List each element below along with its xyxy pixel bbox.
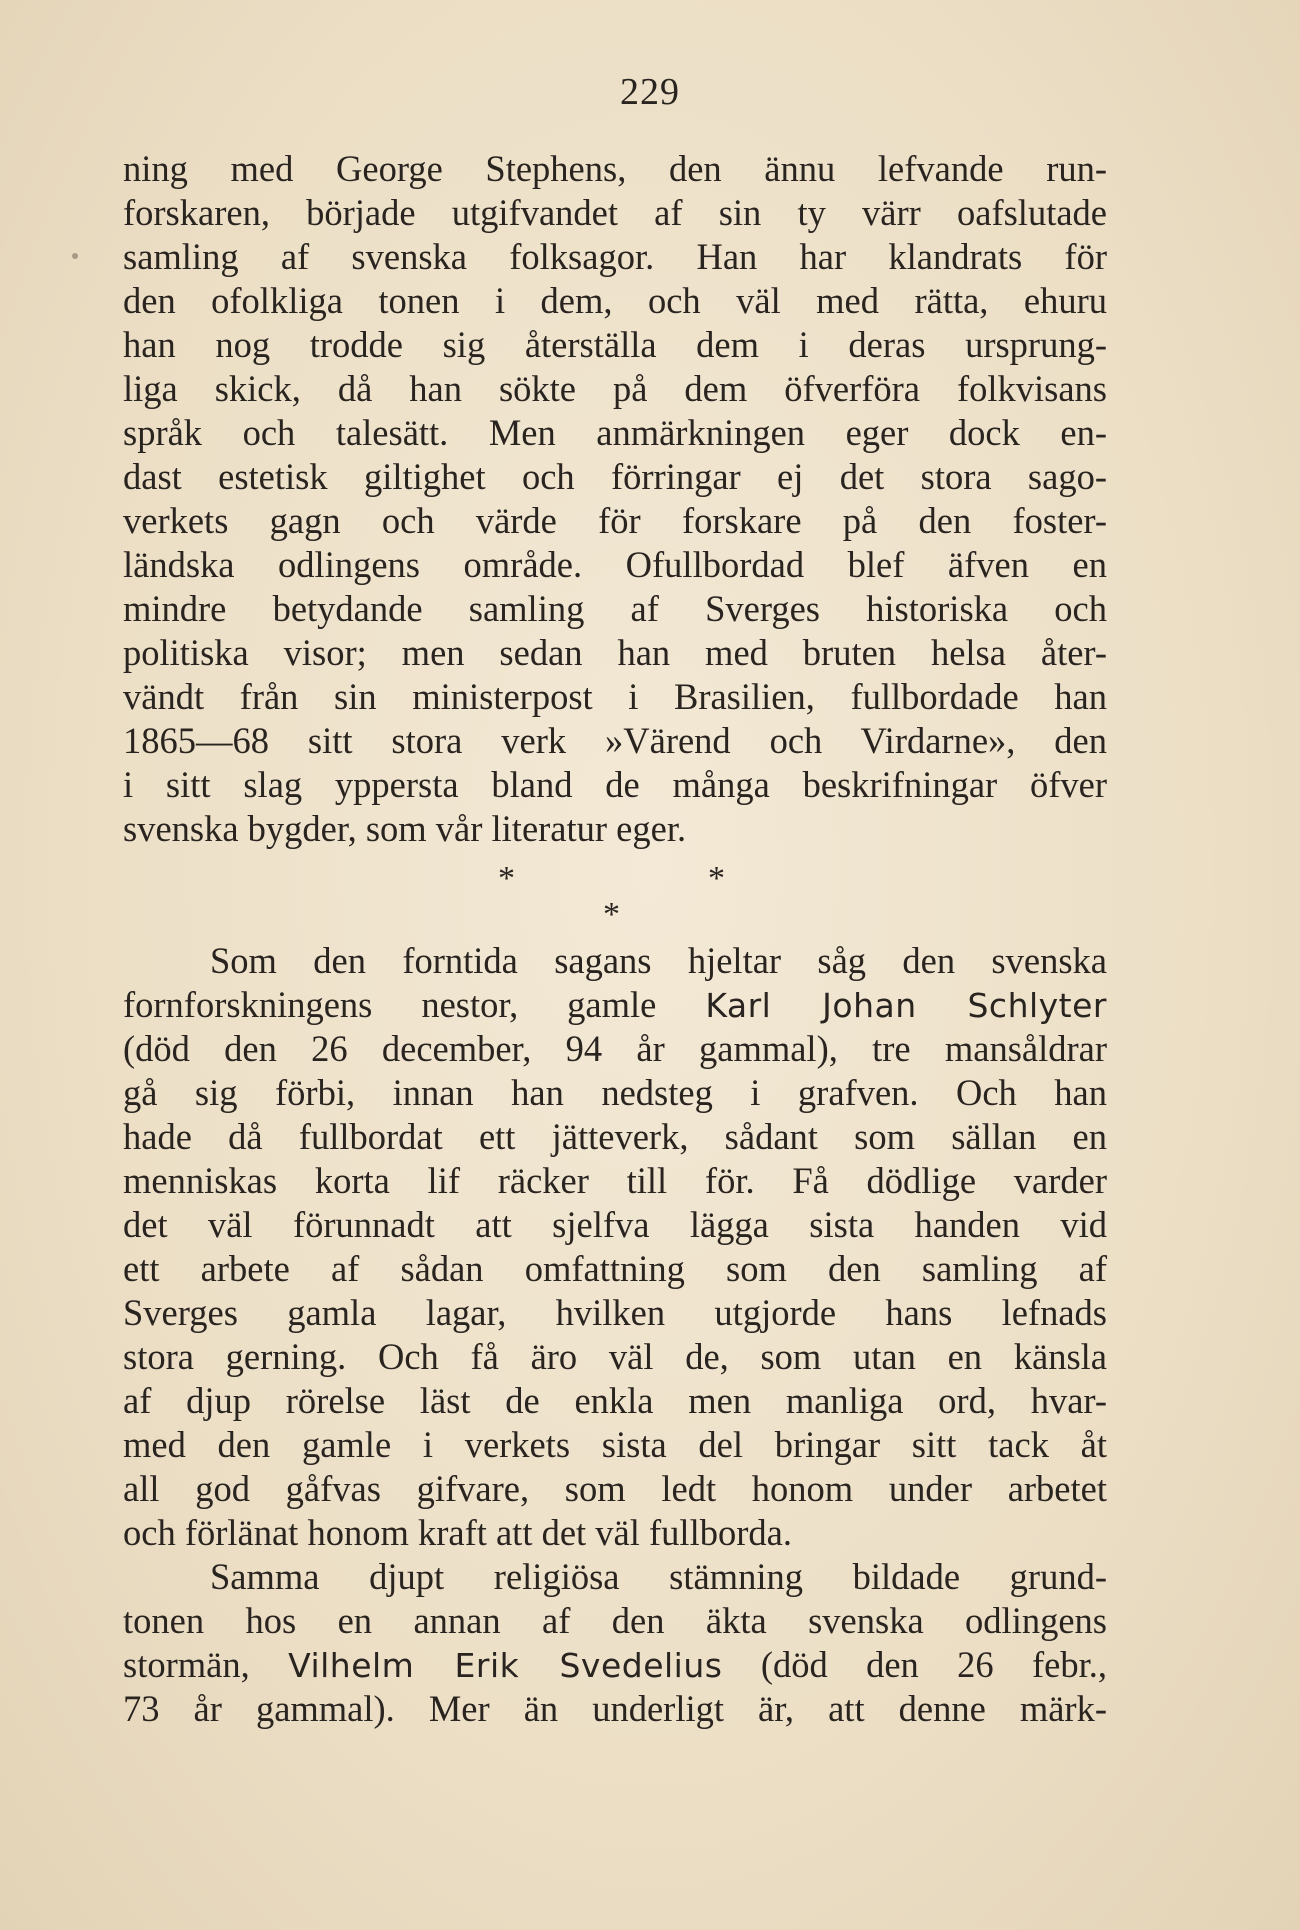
margin-mark [72, 253, 78, 259]
paragraph-continued [123, 147, 1107, 851]
text-line [123, 1643, 1107, 1687]
text-span: stormän, [123, 1644, 289, 1685]
text-line: språk och talesätt. Men anmärkningen eger dock en- [123, 412, 1107, 453]
page-text [123, 147, 1107, 1731]
text-line: liga skick, då han sökte på dem öfverföra folkvisans [123, 368, 1107, 409]
person-name: Vilhelm Erik Svedelius [288, 1646, 723, 1685]
text-line: menniskas korta lif räcker till för. Få dödlige varder [123, 1160, 1107, 1201]
separator-asterisk: * [603, 896, 620, 933]
text-line: af djup rörelse läst de enkla men manliga ord, hvar- [123, 1380, 1107, 1421]
separator-asterisk: * [498, 860, 515, 897]
section-separator [123, 851, 1107, 939]
paragraph-lines [123, 1027, 1107, 1555]
page-number: 229 [620, 71, 680, 113]
text-line [123, 983, 1107, 1027]
text-line: samling af svenska folksagor. Han har klandrats för [123, 236, 1107, 277]
text-line: tonen hos en annan af den äkta svenska odlingens [123, 1600, 1107, 1641]
text-span: fornforskningens nestor, gamle [123, 984, 706, 1025]
text-line: Sverges gamla lagar, hvilken utgjorde hans lefnads [123, 1292, 1107, 1333]
text-line: forskaren, började utgifvandet af sin ty värr oafslutade [123, 192, 1107, 233]
separator-asterisk: * [708, 860, 725, 897]
text-line: mindre betydande samling af Sverges historiska och [123, 588, 1107, 629]
text-line: hade då fullbordat ett jätteverk, sådant som sällan en [123, 1116, 1107, 1157]
paragraph-svedelius [123, 1555, 1107, 1731]
text-line: stora gerning. Och få äro väl de, som utan en känsla [123, 1336, 1107, 1377]
text-line: han nog trodde sig återställa dem i deras ursprung- [123, 324, 1107, 365]
text-line: Som den forntida sagans hjeltar såg den svenska [210, 940, 1107, 981]
text-line: det väl förunnadt att sjelfva lägga sista handen vid [123, 1204, 1107, 1245]
text-span: (död den 26 febr., [722, 1644, 1108, 1685]
text-line: politiska visor; men sedan han med bruten helsa åter- [123, 632, 1107, 673]
text-line: ning med George Stephens, den ännu lefvande run- [123, 148, 1107, 189]
text-line: dast estetisk giltighet och förringar ej det stora sago- [123, 456, 1107, 497]
paragraph-schlyter [123, 939, 1107, 1555]
text-line: 73 år gammal). Mer än underligt är, att denne märk- [123, 1688, 1107, 1729]
text-line: Samma djupt religiösa stämning bildade grund- [210, 1556, 1107, 1597]
text-line: den ofolkliga tonen i dem, och väl med rätta, ehuru [123, 280, 1107, 321]
text-line: all god gåfvas gifvare, som ledt honom under arbetet [123, 1468, 1107, 1509]
text-line: ländska odlingens område. Ofullbordad blef äfven en [123, 544, 1107, 585]
person-name: Karl Johan Schlyter [705, 986, 1107, 1025]
text-line: svenska bygder, som vår literatur eger. [123, 808, 687, 849]
text-line: ett arbete af sådan omfattning som den samling af [123, 1248, 1107, 1289]
text-line: med den gamle i verkets sista del bringar sitt tack åt [123, 1424, 1107, 1465]
text-line: 1865—68 sitt stora verk »Värend och Virdarne», den [123, 720, 1107, 761]
text-line: och förlänat honom kraft att det väl fullborda. [123, 1512, 792, 1553]
text-line: vändt från sin ministerpost i Brasilien, fullbordade han [123, 676, 1107, 717]
text-line: verkets gagn och värde för forskare på den foster- [123, 500, 1107, 541]
text-line: (död den 26 december, 94 år gammal), tre mansåldrar [123, 1028, 1107, 1069]
text-line: gå sig förbi, innan han nedsteg i grafven. Och han [123, 1072, 1107, 1113]
text-line: i sitt slag yppersta bland de många beskrifningar öfver [123, 764, 1107, 805]
